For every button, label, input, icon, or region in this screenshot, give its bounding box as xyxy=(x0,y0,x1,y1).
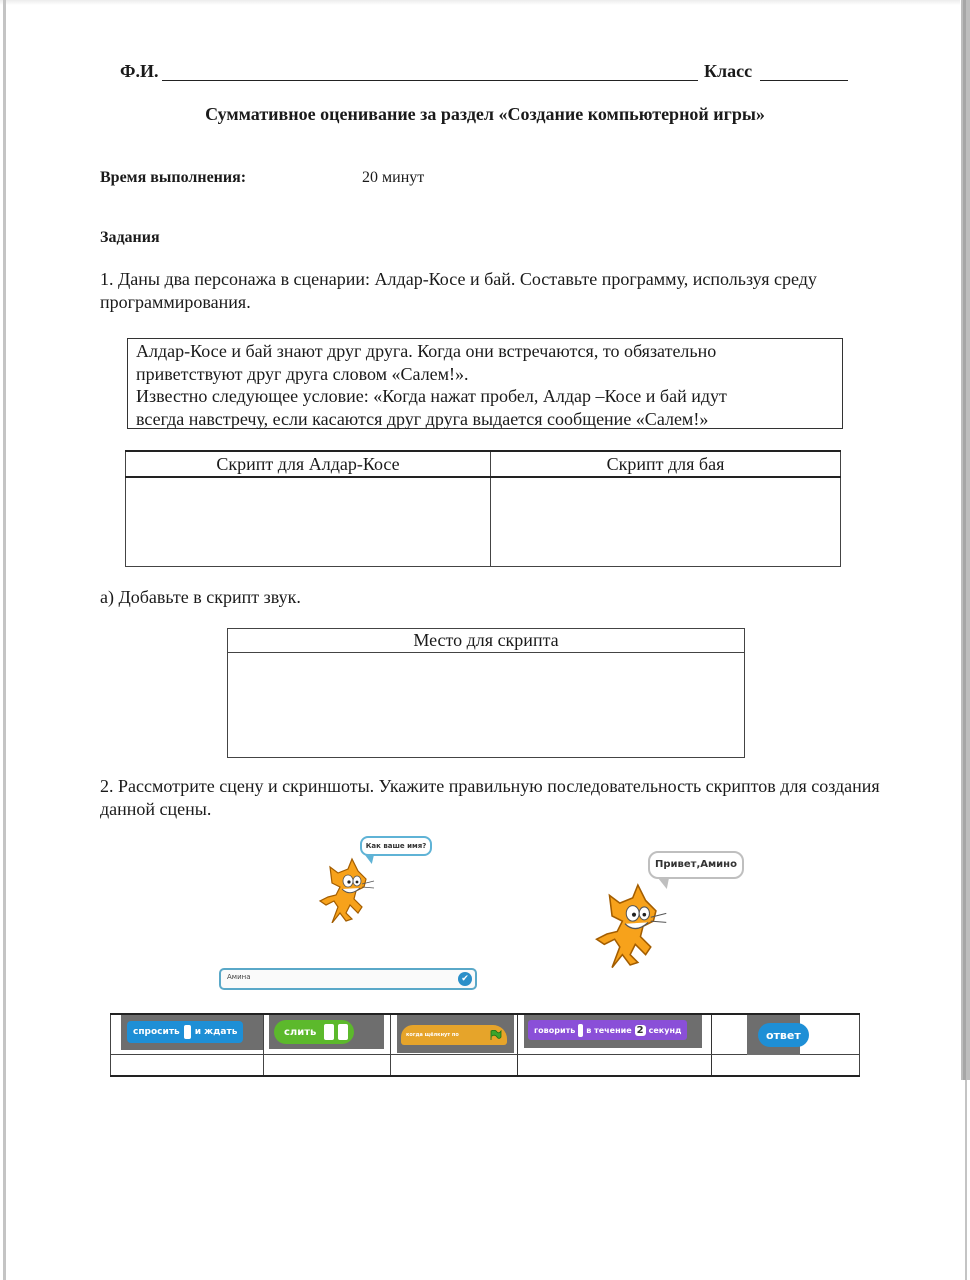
scenario-line: Алдар-Косе и бай знают друг друга. Когда они встречаются, то обязательно xyxy=(136,341,717,361)
header-script-bai: Скрипт для бая xyxy=(491,451,841,477)
blocks-table xyxy=(110,1013,860,1077)
task2-text: 2. Рассмотрите сцену и скриншоты. Укажите правильную последовательность скриптов для создания данной сцены. xyxy=(100,776,880,819)
answer-input[interactable] xyxy=(219,968,477,990)
block-when-flag-clicked[interactable]: когда щёлкнут по xyxy=(401,1025,507,1045)
order-answer-cell[interactable] xyxy=(264,1054,391,1076)
page-scrollbar[interactable] xyxy=(961,0,970,1080)
block-answer[interactable]: ответ xyxy=(758,1023,809,1047)
order-answer-cell[interactable] xyxy=(518,1054,712,1076)
class-label: Класс xyxy=(704,61,753,81)
block-input-slot xyxy=(184,1025,191,1039)
task1-text: 1. Даны два персонажа в сценарии: Алдар-Косе и бай. Составьте программу, используя среду программирования. xyxy=(100,269,817,312)
document-title: Суммативное оценивание за раздел «Создание компьютерной игры» xyxy=(205,104,765,124)
order-answer-cell[interactable] xyxy=(111,1054,264,1076)
answer-cell-bai[interactable] xyxy=(491,477,841,566)
fio-blank-line xyxy=(162,80,698,81)
fio-label: Ф.И. xyxy=(120,61,159,81)
script-place-cell[interactable] xyxy=(228,653,745,758)
block-ask-and-wait[interactable]: спросить и ждать xyxy=(127,1021,243,1043)
header-script-aldar: Скрипт для Алдар-Косе xyxy=(126,451,491,477)
page-edge-left xyxy=(3,0,6,1280)
block-cell xyxy=(264,1014,391,1054)
page-top-shadow xyxy=(0,0,960,5)
block-input-slot xyxy=(338,1024,348,1040)
tasks-heading: Задания xyxy=(100,229,160,246)
block-input-slot xyxy=(578,1024,583,1037)
scratch-cat-icon xyxy=(318,857,380,923)
block-number-slot: 2 xyxy=(636,1024,644,1036)
script-place-table xyxy=(227,628,745,758)
block-cell xyxy=(111,1014,264,1054)
class-blank-line xyxy=(760,80,848,81)
script-place-header: Место для скрипта xyxy=(228,629,745,653)
block-input-slot xyxy=(324,1024,334,1040)
time-label: Время выполнения: xyxy=(100,169,247,186)
block-join[interactable]: слить xyxy=(274,1020,354,1044)
speech-bubble-greeting: Привет,Амино xyxy=(648,851,744,879)
answer-input-value: Амина xyxy=(227,973,251,981)
order-answer-cell[interactable] xyxy=(391,1054,518,1076)
order-answer-cell[interactable] xyxy=(712,1054,860,1076)
scenario-line: Известно следующее условие: «Когда нажат пробел, Алдар –Косе и бай идут xyxy=(136,386,727,406)
speech-bubble-question: Как ваше имя? xyxy=(360,836,432,856)
block-say-for-secs[interactable]: говорить в течение 2 секунд xyxy=(528,1020,687,1040)
scenario-box xyxy=(127,338,843,429)
block-cell xyxy=(391,1014,518,1054)
time-value: 20 минут xyxy=(362,169,425,186)
block-cell xyxy=(518,1014,712,1054)
page-edge-right xyxy=(965,1080,967,1280)
green-flag-icon xyxy=(490,1030,502,1040)
subtask-a-text: а) Добавьте в скрипт звук. xyxy=(100,587,301,607)
scenario-line: приветствуют друг друга словом «Салем!». xyxy=(136,363,469,384)
scenario-line: всегда навстречу, если касаются друг друга выдается сообщение «Салем!» xyxy=(136,408,709,429)
check-icon[interactable]: ✔ xyxy=(458,972,472,986)
scripts-table xyxy=(125,450,841,567)
answer-cell-aldar[interactable] xyxy=(126,477,491,566)
block-cell xyxy=(712,1014,860,1054)
scratch-cat-icon xyxy=(594,880,674,970)
